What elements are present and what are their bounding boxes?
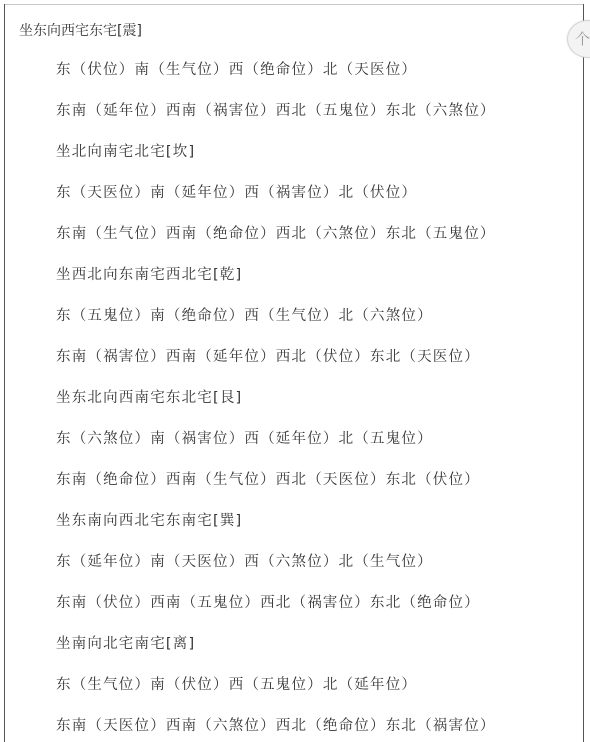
line-12-heading-xun: 坐东南向西北宅东南宅[巽]	[56, 513, 243, 529]
line-11: 东南（绝命位）西南（生气位）西北（天医位）东北（伏位）	[56, 472, 480, 488]
house-heading-zhen: 坐东向西宅东宅[震]	[19, 23, 142, 39]
line-15-heading-li: 坐南向北宅南宅[离]	[56, 636, 196, 652]
line-3-heading-kan: 坐北向南宅北宅[坎]	[56, 144, 196, 160]
line-2: 东南（延年位）西南（祸害位）西北（五鬼位）东北（六煞位）	[56, 103, 496, 119]
corner-float-button[interactable]: 个	[567, 20, 590, 58]
line-8: 东南（祸害位）西南（延年位）西北（伏位）东北（天医位）	[56, 349, 480, 365]
line-10: 东（六煞位）南（祸害位）西（延年位）北（五鬼位）	[56, 431, 433, 447]
line-14: 东南（伏位）西南（五鬼位）西北（祸害位）东北（绝命位）	[56, 595, 480, 611]
line-16: 东（生气位）南（伏位）西（五鬼位）北（延年位）	[56, 677, 418, 693]
frame-right-border	[583, 4, 584, 742]
line-17: 东南（天医位）西南（六煞位）西北（绝命位）东北（祸害位）	[56, 718, 496, 734]
line-5: 东南（生气位）西南（绝命位）西北（六煞位）东北（五鬼位）	[56, 226, 496, 242]
frame-left-border	[4, 4, 5, 742]
line-13: 东（延年位）南（天医位）西（六煞位）北（生气位）	[56, 554, 433, 570]
line-6-heading-qian: 坐西北向东南宅西北宅[乾]	[56, 267, 243, 283]
frame-top-border	[4, 4, 584, 5]
line-9-heading-gen: 坐东北向西南宅东北宅[艮]	[56, 390, 243, 406]
line-4: 东（天医位）南（延年位）西（祸害位）北（伏位）	[56, 185, 418, 201]
line-1: 东（伏位）南（生气位）西（绝命位）北（天医位）	[56, 62, 418, 78]
line-7: 东（五鬼位）南（绝命位）西（生气位）北（六煞位）	[56, 308, 433, 324]
